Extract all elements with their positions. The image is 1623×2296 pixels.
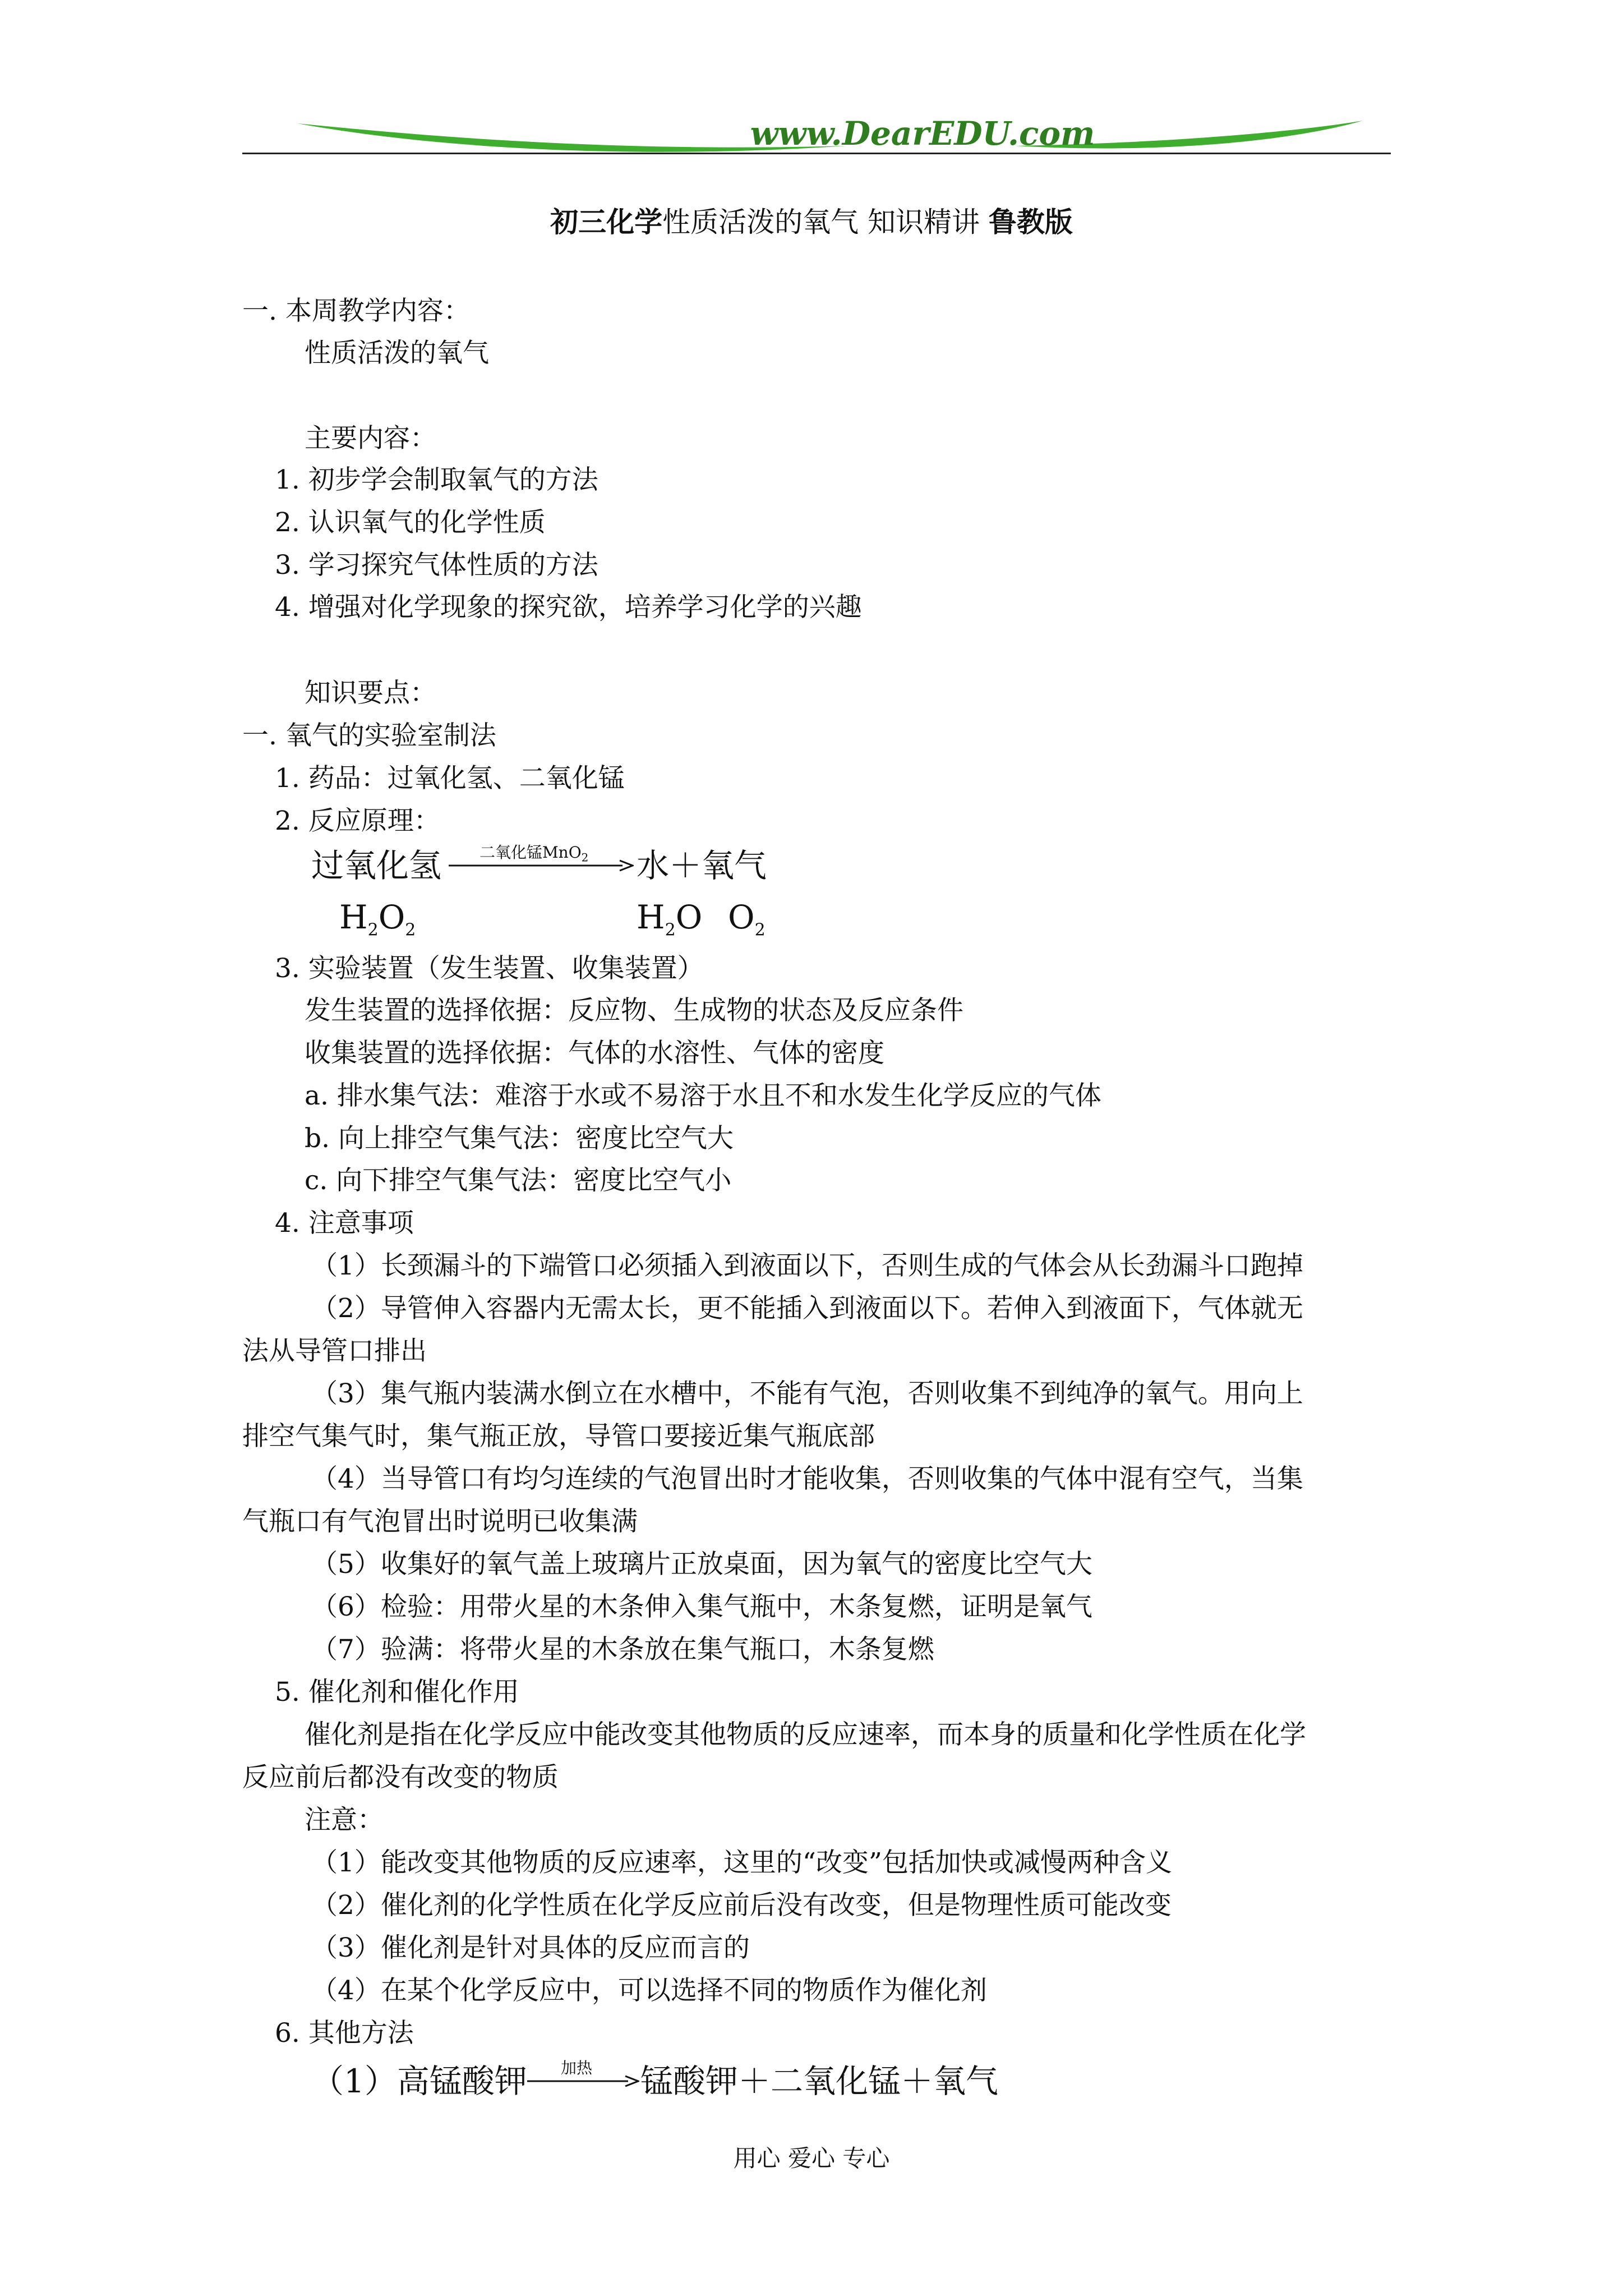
document-title: [0, 204, 1623, 240]
formula-part: H: [637, 898, 665, 936]
topic-line: 性质活泼的氧气: [305, 338, 489, 369]
reaction-arrow-2: [527, 2073, 639, 2090]
site-logo-text: www.DearEDU.com: [750, 114, 1095, 153]
note-item: （3）催化剂是针对具体的反应而言的: [311, 1932, 750, 1963]
list-item: 1. 初步学会制取氧气的方法: [275, 464, 598, 495]
list-item: 4. 增强对化学现象的探究欲，培养学习化学的兴趣: [275, 592, 862, 623]
main-content-label: 主要内容：: [305, 423, 436, 454]
note-label: 注意：: [305, 1805, 384, 1835]
formula-part: O: [675, 898, 703, 936]
list-item: 2. 认识氧气的化学性质: [275, 507, 546, 538]
formula-o2: [728, 898, 766, 950]
list-item: 6. 其他方法: [275, 2018, 414, 2049]
list-item: c. 向下排空气集气法：密度比空气小: [305, 1165, 732, 1196]
paragraph-line: 发生装置的选择依据：反应物、生成物的状态及反应条件: [305, 995, 963, 1026]
note-item-continuation: 法从导管口排出: [242, 1336, 427, 1366]
formula-h2o2: [339, 898, 416, 950]
note-item: （1）能改变其他物质的反应速率，这里的“改变”包括加快或减慢两种含义: [311, 1847, 1172, 1878]
note-item: （2）导管伸入容器内无需太长，更不能插入到液面以下。若伸入到液面下，气体就无: [311, 1293, 1303, 1324]
note-item: （1）长颈漏斗的下端管口必须插入到液面以下，否则生成的气体会从长劲漏斗口跑掉: [311, 1250, 1303, 1281]
equation2-reactant: （1）高锰酸钾: [311, 2062, 527, 2100]
header-rule: [242, 153, 1391, 154]
title-edition: 鲁教版: [988, 205, 1073, 238]
note-item: （5）收集好的氧气盖上玻璃片正放桌面，因为氧气的密度比空气大: [311, 1549, 1092, 1580]
formula-subscript: 2: [665, 920, 676, 940]
formula-h2o: [637, 898, 702, 950]
catalyst-subscript: 2: [581, 850, 589, 864]
paragraph-line: 收集装置的选择依据：气体的水溶性、气体的密度: [305, 1038, 884, 1069]
title-subject: 初三化学: [550, 205, 663, 238]
list-item: 2. 反应原理：: [275, 806, 440, 836]
note-item-continuation: 气瓶口有气泡冒出时说明已收集满: [242, 1506, 638, 1537]
list-item: a. 排水集气法：难溶于水或不易溶于水且不和水发生化学反应的气体: [305, 1080, 1101, 1111]
formula-subscript: 2: [754, 920, 766, 940]
note-item: （4）在某个化学反应中，可以选择不同的物质作为催化剂: [311, 1975, 987, 2006]
knowledge-points-label: 知识要点：: [305, 678, 436, 708]
paragraph-continuation: 反应前后都没有改变的物质: [242, 1762, 559, 1793]
section-heading-2: 一. 氧气的实验室制法: [242, 720, 496, 751]
list-item: b. 向上排空气集气法：密度比空气大: [305, 1123, 734, 1154]
section-heading-1: 一. 本周教学内容：: [242, 296, 470, 326]
equation2-products: 锰酸钾＋二氧化锰＋氧气: [640, 2062, 999, 2100]
note-item-continuation: 排空气集气时，集气瓶正放，导管口要接近集气瓶底部: [242, 1421, 875, 1452]
list-item: 1. 药品：过氧化氢、二氧化锰: [275, 763, 625, 794]
title-topic: 性质活泼的氧气 知识精讲: [662, 206, 989, 238]
list-item: 3. 实验装置（发生装置、收集装置）: [275, 953, 704, 984]
note-item: （7）验满：将带火星的木条放在集气瓶口，木条复燃: [311, 1634, 934, 1665]
formula-subscript: 2: [367, 920, 379, 940]
equation-reactant: 过氧化氢: [311, 846, 442, 885]
formula-part: H: [339, 898, 368, 936]
note-item: （3）集气瓶内装满水倒立在水槽中，不能有气泡，否则收集不到纯净的氧气。用向上: [311, 1378, 1303, 1409]
list-item: 5. 催化剂和催化作用: [275, 1677, 519, 1708]
formula-part: O: [378, 898, 405, 936]
note-item: （6）检验：用带火星的木条伸入集气瓶中，木条复燃，证明是氧气: [311, 1591, 1092, 1622]
list-item: 4. 注意事项: [275, 1208, 414, 1239]
note-item: （2）催化剂的化学性质在化学反应前后没有改变，但是物理性质可能改变: [311, 1890, 1172, 1921]
equation-products: 水＋氧气: [637, 846, 767, 885]
reaction-arrow: [449, 857, 634, 874]
paragraph-line: 催化剂是指在化学反应中能改变其他物质的反应速率，而本身的质量和化学性质在化学: [305, 1719, 1306, 1750]
equation2-condition: 加热: [561, 2059, 593, 2077]
formula-part: O: [728, 898, 755, 936]
header-logo: [241, 107, 1391, 168]
page-footer: 用心 爱心 专心: [733, 2145, 890, 2172]
catalyst-text: 二氧化锰MnO: [479, 843, 582, 862]
formula-subscript: 2: [405, 920, 416, 940]
list-item: 3. 学习探究气体性质的方法: [275, 550, 598, 581]
note-item: （4）当导管口有均匀连续的气泡冒出时才能收集，否则收集的气体中混有空气，当集: [311, 1464, 1303, 1494]
